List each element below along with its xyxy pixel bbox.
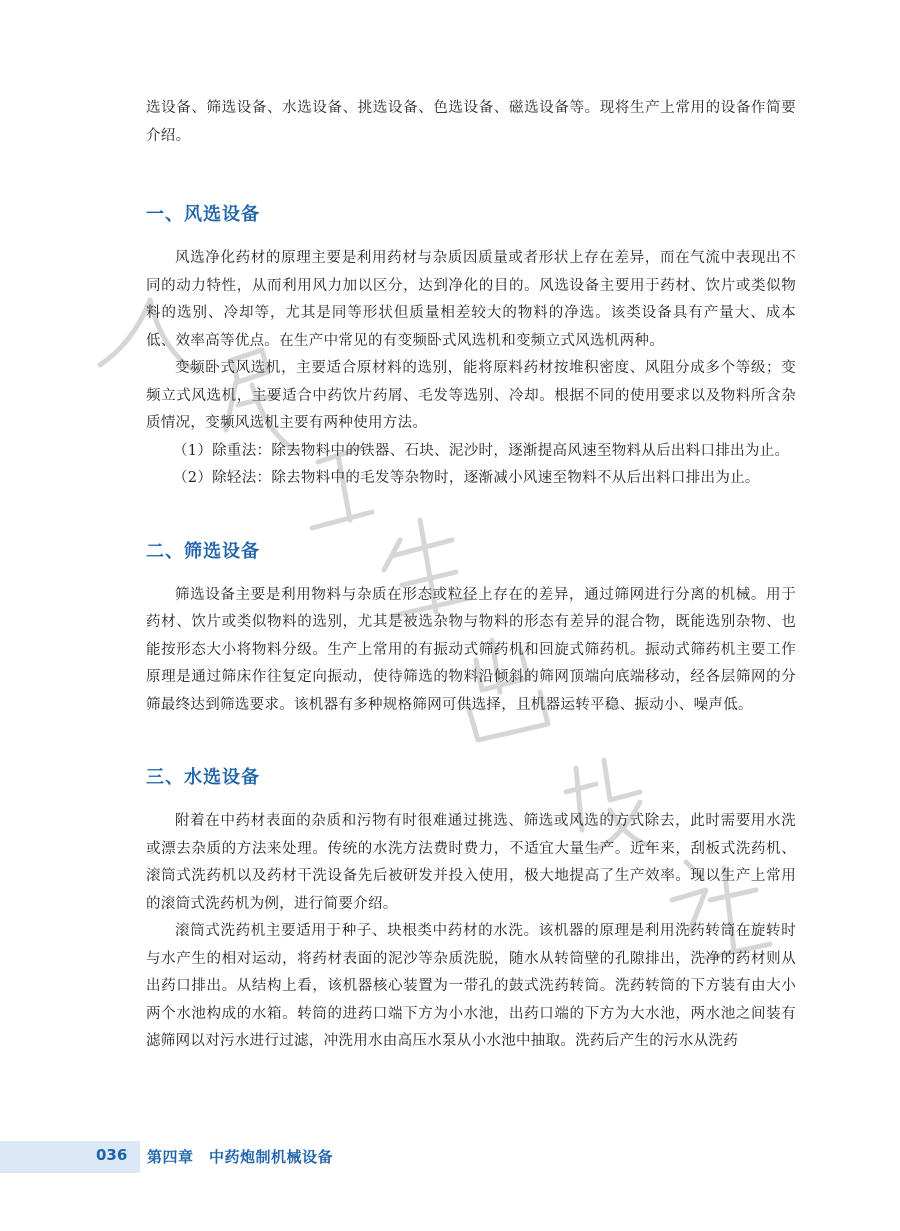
paragraph: 滚筒式洗药机主要适用于种子、块根类中药材的水洗。该机器的原理是利用洗药转筒在旋转时与水产生的相对运动，将药材表面的泥沙等杂质洗脱，随水从转筒壁的孔隙排出，洗净的药材则从出药口排出。从结构上看，该机器核心装置为一带孔的鼓式洗药转筒。洗药转筒的下方装有由大小两个水池构成的水箱。转筒的进药口端下方为小水池，出药口端的下方为大水池，两水池之间装有滤筛网以对污水进行过滤，冲洗用水由高压水泵从小水池中抽取。洗药后产生的污水从洗药 — [146, 923, 796, 1049]
section-heading-water: 三、水选设备 — [146, 767, 260, 788]
chapter-title: 第四章 中药炮制机械设备 — [147, 1148, 334, 1166]
section-heading-wind: 一、风选设备 — [146, 204, 260, 225]
paragraph: 附着在中药材表面的杂质和污物有时很难通过挑选、筛选或风选的方式除去，此时需要用水洗或漂去杂质的方法来处理。传统的水洗方法费时费力，不适宜大量生产。近年来，刮板式洗药机、滚筒式洗药机以及药材干洗设备先后被研发并投入使用，极大地提高了生产效率。现以生产上常用的滚筒式洗药机为例，进行简要介绍。 — [146, 813, 796, 912]
paragraph: 风选净化药材的原理主要是利用药材与杂质因质量或者形状上存在差异，而在气流中表现出不同的动力特性，从而利用风力加以区分，达到净化的目的。风选设备主要用于药材、饮片或类似物料的选别、冷却等，尤其是同等形状但质量相差较大的物料的净选。该类设备具有产量大、成本低、效率高等优点。在生产中常见的有变频卧式风选机和变频立式风选机两种。 — [146, 250, 796, 349]
paragraph: （1）除重法：除去物料中的铁器、石块、泥沙时，逐渐提高风速至物料从后出料口排出为止。 — [173, 442, 790, 459]
paragraph: （2）除轻法：除去物料中的毛发等杂物时，逐渐减小风速至物料不从后出料口排出为止。 — [173, 470, 760, 486]
paragraph: 变频卧式风选机，主要适合原材料的选别，能将原料药材按堆积密度、风阻分成多个等级；变频立式风选机，主要适合中药饮片药屑、毛发等选别、冷却。根据不同的使用要求以及物料所含杂质情况，变频风选机主要有两种使用方法。 — [146, 360, 796, 431]
paragraph: 筛选设备主要是利用物料与杂质在形态或粒径上存在的差异，通过筛网进行分离的机械。用于药材、饮片或类似物料的选别，尤其是被选杂物与物料的形态有差异的混合物，既能选别杂物、也能按形态大小将物料分级。生产上常用的有振动式筛药机和回旋式筛药机。振动式筛药机主要工作原理是通过筛床作往复定向振动，使待筛选的物料沿倾斜的筛网顶端向底端移动，经各层筛网的分筛最终达到筛选要求。该机器有多种规格筛网可供选择，且机器运转平稳、振动小、噪声低。 — [146, 586, 796, 713]
intro-paragraph: 选设备、筛选设备、水选设备、挑选设备、色选设备、磁选设备等。现将生产上常用的设备作简要介绍。 — [146, 100, 796, 144]
page-number: 036 — [96, 1146, 128, 1164]
section-heading-sieve: 二、筛选设备 — [146, 540, 260, 562]
page-content — [146, 95, 796, 1056]
